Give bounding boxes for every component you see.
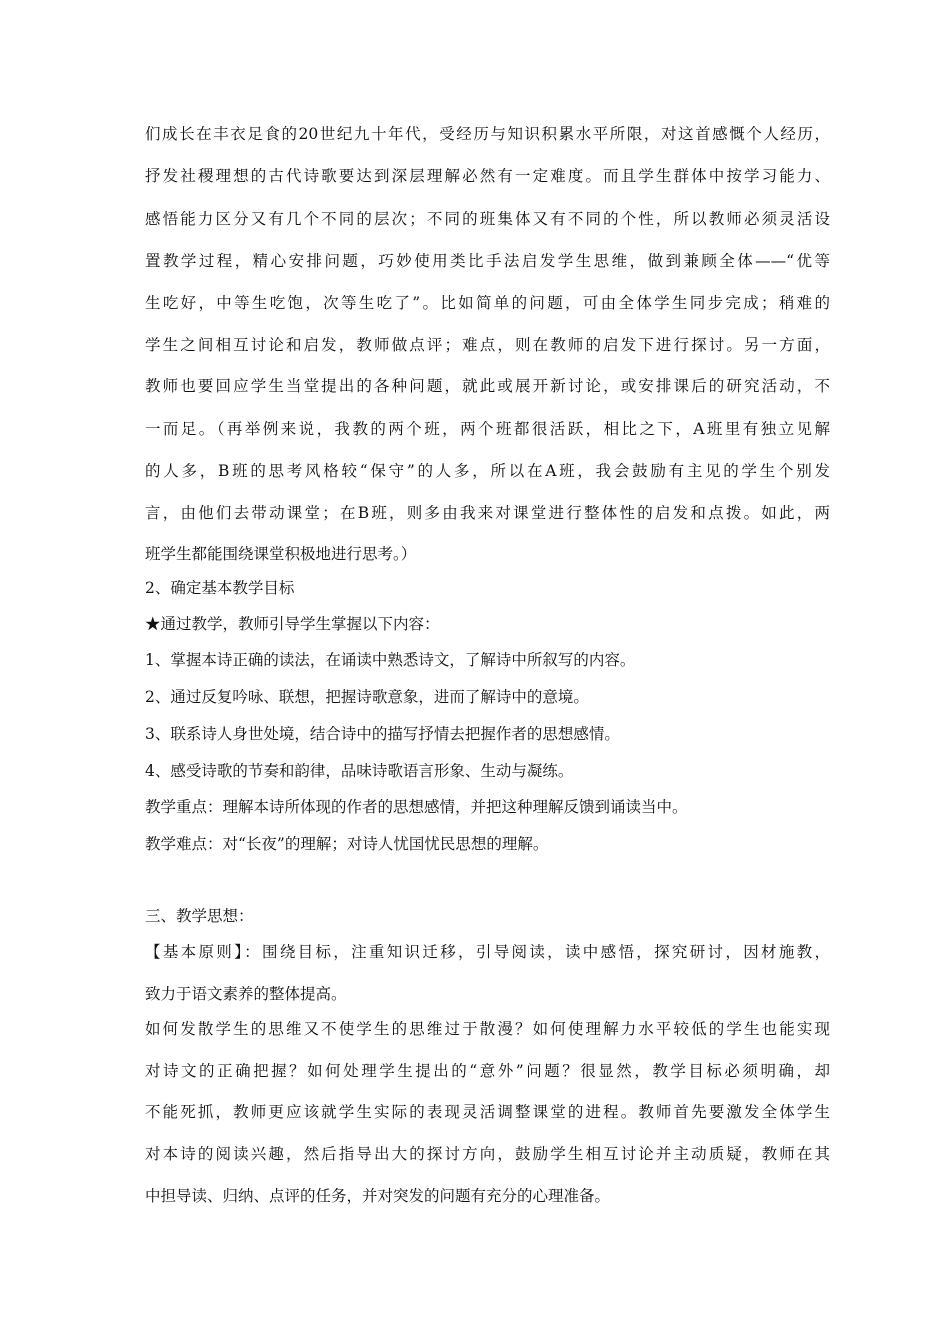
paragraph-line: 们成长在丰衣足食的20世纪九十年代，受经历与知识积累水平所限，对这首感慨个人经历， xyxy=(145,125,830,143)
paragraph-line: 置教学过程，精心安排问题，巧妙使用类比手法启发学生思维，做到兼顾全体——“优等 xyxy=(145,252,830,270)
paragraph-line: 言，由他们去带动课堂；在B班，则多由我来对课堂进行整体性的启发和点拨。如此，两 xyxy=(145,504,830,522)
objective-item: 2、通过反复吟咏、联想，把握诗歌意象，进而了解诗中的意境。 xyxy=(145,688,589,706)
body-line: 不能死抓，教师更应该就学生实际的表现灵活调整课堂的进程。教师首先要激发全体学生 xyxy=(145,1103,830,1121)
paragraph-line: 感悟能力区分又有几个不同的层次；不同的班集体又有不同的个性，所以教师必须灵活设 xyxy=(145,210,830,228)
paragraph-line: 抒发社稷理想的古代诗歌要达到深层理解必然有一定难度。而且学生群体中按学习能力、 xyxy=(145,167,830,185)
body-line: 对本诗的阅读兴趣，然后指导出大的探讨方向，鼓励学生相互讨论并主动质疑，教师在其 xyxy=(145,1145,830,1163)
objective-item: 4、感受诗歌的节奏和韵律，品味诗歌语言形象、生动与凝练。 xyxy=(145,762,574,780)
principle-line: 致力于语文素养的整体提高。 xyxy=(145,985,347,1003)
objective-item: 3、联系诗人身世处境，结合诗中的描写抒情去把握作者的思想感情。 xyxy=(145,725,620,743)
paragraph-line: 教师也要回应学生当堂提出的各种问题，就此或展开新讨论，或安排课后的研究活动，不 xyxy=(145,377,830,395)
body-line: 如何发散学生的思维又不使学生的思维过于散漫？如何使理解力水平较低的学生也能实现 xyxy=(145,1020,830,1038)
principle-line: 【基本原则】：围绕目标，注重知识迁移，引导阅读，读中感悟，探究研讨，因材施教， xyxy=(145,943,830,961)
paragraph-line: 一而足。（再举例来说，我教的两个班，两个班都很活跃，相比之下，A班里有独立见解 xyxy=(145,420,830,438)
teaching-difficulty: 教学难点：对“长夜”的理解；对诗人忧国忧民思想的理解。 xyxy=(145,835,549,853)
objective-item: 1、掌握本诗正确的读法，在诵读中熟悉诗文，了解诗中所叙写的内容。 xyxy=(145,651,636,669)
paragraph-line: 的人多，B班的思考风格较“保守”的人多，所以在A班，我会鼓励有主见的学生个别发 xyxy=(145,462,830,480)
body-line: 中担导读、归纳、点评的任务，并对突发的问题有充分的心理准备。 xyxy=(145,1187,611,1205)
section-heading: 2、确定基本教学目标 xyxy=(145,579,295,597)
paragraph-line: 生吃好，中等生吃饱，次等生吃了”。比如简单的问题，可由全体学生同步完成；稍难的 xyxy=(145,294,830,312)
section-heading: 三、教学思想： xyxy=(145,907,254,925)
teaching-key-point: 教学重点：理解本诗所体现的作者的思想感情，并把这种理解反馈到诵读当中。 xyxy=(145,798,688,816)
body-line: 对诗文的正确把握？如何处理学生提出的“意外”问题？很显然，教学目标必须明确，却 xyxy=(145,1062,830,1080)
paragraph-line: 学生之间相互讨论和启发，教师做点评；难点，则在教师的启发下进行探讨。另一方面， xyxy=(145,336,830,354)
objectives-intro: ★通过教学，教师引导学生掌握以下内容： xyxy=(145,615,440,633)
paragraph-line: 班学生都能围绕课堂积极地进行思考。） xyxy=(145,545,417,563)
